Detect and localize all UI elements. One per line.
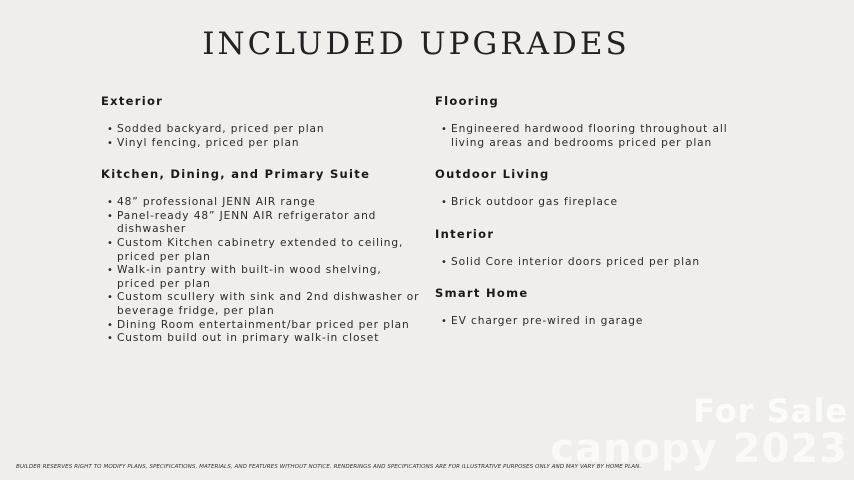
list-item: • Custom scullery with sink and 2nd dishwasher or beverage fridge, per plan <box>107 291 421 318</box>
list-item: • Custom Kitchen cabinetry extended to ceiling, priced per plan <box>107 237 421 264</box>
section-heading: Kitchen, Dining, and Primary Suite <box>101 167 371 182</box>
list-item: • Engineered hardwood flooring throughout all living areas and bedrooms priced per plan <box>441 123 755 150</box>
list-item: • 48” professional JENN AIR range <box>107 196 421 210</box>
bullet-list <box>101 196 421 346</box>
section-heading: Smart Home <box>435 286 529 301</box>
section-exterior <box>101 94 421 150</box>
bullet-list <box>435 123 755 150</box>
section-heading: Interior <box>435 226 495 241</box>
section-heading: Flooring <box>435 94 500 108</box>
bullet-list <box>435 196 755 210</box>
watermark-line1: For Sale <box>693 392 848 430</box>
section-heading: Outdoor Living <box>435 167 550 182</box>
page-title: INCLUDED UPGRADES <box>202 26 630 62</box>
section-heading: Exterior <box>101 94 164 108</box>
left-column <box>101 94 421 363</box>
disclaimer-text: BUILDER RESERVES RIGHT TO MODIFY PLANS, SPECIFICATIONS, MATERIALS, AND FEATURES WITHOUT NOTICE. RENDERINGS AND SPECIFICATIONS ARE FOR ILLUSTRATIVE PURPOSES ONLY AND MAY VARY BY HOME PLAN. <box>16 464 642 470</box>
section-flooring <box>435 94 755 150</box>
list-item: • Custom build out in primary walk-in closet <box>107 332 421 346</box>
right-column <box>435 94 755 346</box>
watermark-line2: canopy 2023 <box>550 426 848 472</box>
section-kitchen-dining-primary <box>101 167 421 346</box>
watermark <box>550 392 848 472</box>
list-item: • Panel-ready 48” JENN AIR refrigerator and dishwasher <box>107 210 421 237</box>
section-smart-home <box>435 286 755 329</box>
list-item: • Dining Room entertainment/bar priced per plan <box>107 319 421 333</box>
list-item: • Solid Core interior doors priced per plan <box>441 256 755 270</box>
list-item: • Vinyl fencing, priced per plan <box>107 137 421 151</box>
list-item: • EV charger pre-wired in garage <box>441 315 755 329</box>
bullet-list <box>435 256 755 270</box>
list-item: • Sodded backyard, priced per plan <box>107 123 421 137</box>
section-interior <box>435 227 755 270</box>
section-outdoor-living <box>435 167 755 210</box>
list-item: • Walk-in pantry with built-in wood shelving, priced per plan <box>107 264 421 291</box>
list-item: • Brick outdoor gas fireplace <box>441 196 755 210</box>
bullet-list <box>435 315 755 329</box>
bullet-list <box>101 123 421 150</box>
